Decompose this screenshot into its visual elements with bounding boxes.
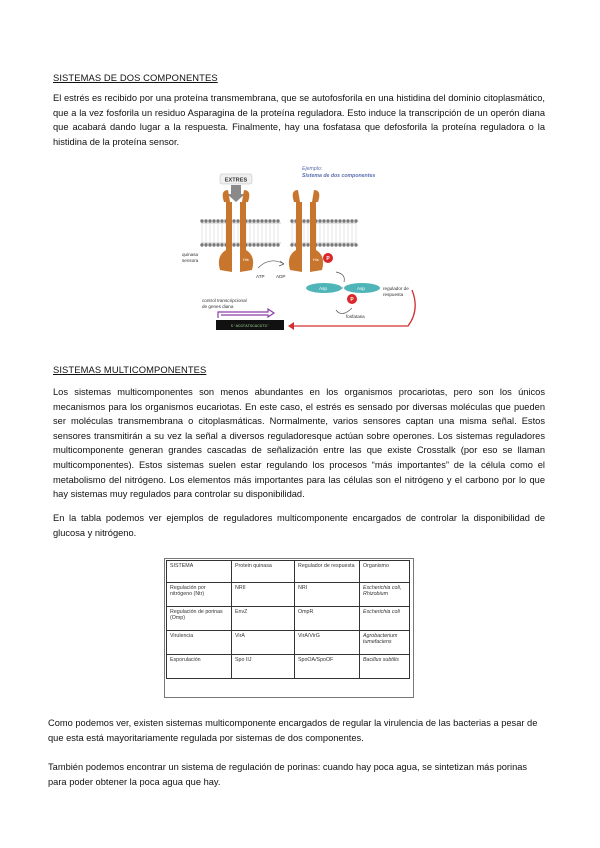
paragraph-two-component: El estrés es recibido por una proteína transmembrana, que se autofosforila en una histidina del dominio citoplasmático, que a la vez fosforila un residuo Asparagina de la proteína reguladora. Esto induce la transcripción de un operón diana que acabará dando lugar a la respuesta. Finalmente, hay una fosfatasa que defosforila la proteína reguladora o la histidina de la proteína sensor. — [53, 93, 545, 147]
regulator-label-line2: respuesta — [383, 292, 404, 297]
example-title: Sistema de dos componentes — [302, 173, 376, 179]
paragraph-multicomponent-2: En la tabla podemos ver ejemplos de reguladores multicomponente encargados de controlar la disponibilidad de glucosa y nitrógeno. — [53, 513, 545, 538]
table-cell: EnvZ — [232, 607, 295, 631]
control-label-line2: de genes diana — [202, 304, 234, 309]
table-cell: VirA/VirG — [295, 631, 360, 655]
table-header-cell: Regulador de respuesta — [295, 561, 360, 583]
two-component-system-figure — [176, 160, 428, 342]
stress-arrow-icon — [227, 185, 245, 202]
kinase-label-line2: sensora — [182, 258, 199, 263]
section-title-two-component: SISTEMAS DE DOS COMPONENTES — [53, 72, 218, 83]
atp-arrow — [258, 261, 284, 268]
paragraph-closing-1: Como podemos ver, existen sistemas multicomponente encargados de regular la virulencia de las bacterias a pesar de que esta está mayoritariamente regulada por sistemas de dos componentes. — [48, 718, 538, 743]
binding-arrow-head-icon — [288, 322, 294, 330]
paragraph-closing-2: También podemos encontrar un sistema de regulación de porinas: cuando hay poca agua, se sintetizan más porinas para poder obtener la poca agua que hay. — [48, 762, 528, 787]
example-label: Ejemplo: — [302, 166, 323, 172]
table-row — [167, 583, 410, 607]
adp-label: ADP — [276, 274, 286, 279]
table-header-row — [167, 561, 410, 583]
table-cell: Agrobacterium tumefaciens — [360, 631, 410, 655]
table-header-cell: SISTEMA — [167, 561, 232, 583]
table-cell: Regulación por nitrógeno (Ntr) — [167, 583, 232, 607]
section-title-multicomponent: SISTEMAS MULTICOMPONENTES — [53, 364, 207, 375]
phosphotransfer-arrow — [336, 272, 344, 282]
his-label-left: His — [243, 257, 249, 262]
phosphatase-arrow — [336, 308, 352, 314]
table-header-cell: Protein quinasa — [232, 561, 295, 583]
table-cell: NRII — [232, 583, 295, 607]
table-cell: SpoOA/SpoOF — [295, 655, 360, 679]
regulators-table — [166, 560, 410, 679]
table-header-cell: Organismo — [360, 561, 410, 583]
table-cell: VirA — [232, 631, 295, 655]
dna-sequence: 5'ACGTATGCACGT3' — [230, 325, 270, 329]
phosphate-label-2: P — [350, 297, 354, 303]
table-cell: OmpR — [295, 607, 360, 631]
table-row — [167, 631, 410, 655]
table-cell: Esporulación — [167, 655, 232, 679]
table-row — [167, 655, 410, 679]
table-row — [167, 607, 410, 631]
asp-label-left: Asp — [319, 286, 327, 291]
atp-label: ATP — [256, 274, 265, 279]
phosphate-label-1: P — [326, 256, 330, 262]
control-label-line1: control transcripcional — [202, 298, 247, 303]
phosphatase-label: fosfatasa — [346, 314, 365, 319]
table-cell: Escherichia coli — [360, 607, 410, 631]
kinase-label-line1: quinasa — [182, 252, 199, 257]
table-cell: Virulencia — [167, 631, 232, 655]
regulator-label-line1: regulador de — [383, 286, 409, 291]
asp-label-right: Asp — [357, 286, 365, 291]
table-cell: NRI — [295, 583, 360, 607]
transcription-arrow-icon — [218, 309, 274, 318]
table-cell: Bacillus subtilis — [360, 655, 410, 679]
table-cell: Escherichia coli, Rhizobium — [360, 583, 410, 607]
paragraph-multicomponent-1: Los sistemas multicomponentes son menos abundantes en los organismos procariotas, pero son los únicos mecanismos para los organismos eucariotas. En este caso, el estrés es sensado por diversas moléculas que pueden ser moléculas transmembrana o citoplasmáticas. Normalmente, varios sensores captan una misma señal. Estos sensores transmitirán a su vez la señal a diversos reguladoresque actúan sobre operones. Los sistemas reguladores multicomponente generan grandes cascadas de señalización entre las que existe Crosstalk (por eso se llaman multicomponentes). Estos sistemas suelen estar regulando los procesos “más importantes” de la célula como el metabolismo del nitrógeno. Los elementos más importantes para las células son el nitrógeno y el carbono por lo que hay sistemas muy regulados para controlar su disponibilidad. — [53, 387, 545, 500]
table-cell: Spo IIJ — [232, 655, 295, 679]
stress-label: EXTRES — [224, 177, 248, 184]
table-cell: Regulación de porinas (Omp) — [167, 607, 232, 631]
his-label-right: His — [313, 257, 319, 262]
